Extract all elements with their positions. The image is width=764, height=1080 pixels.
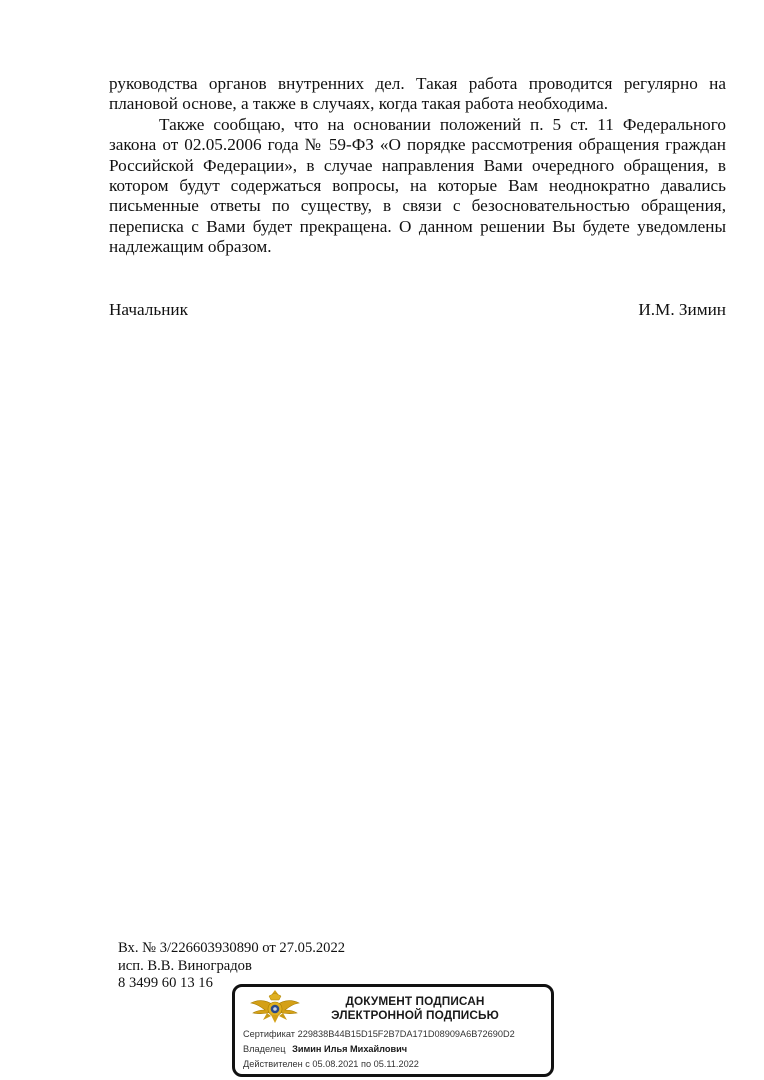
signer-position: Начальник xyxy=(109,300,188,319)
paragraph-1: руководства органов внутренних дел. Такая работа проводится регулярно на плановой основе, а также в случаях, когда такая работа необходима. xyxy=(109,74,726,114)
stamp-title-line-1: ДОКУМЕНТ ПОДПИСАН xyxy=(345,994,485,1008)
certificate-value: 229838B44B15D15F2B7DA171D08909A6B72690D2 xyxy=(297,1029,515,1039)
paragraph-2: Также сообщаю, что на основании положений п. 5 ст. 11 Федерального закона от 02.05.2006 года № 59-ФЗ «О порядке рассмотрения обращения граждан Российской Федерации», в случае направления Вами очередного обращения, в котором будут содержаться вопросы, на которые Вам неоднократно давались письменные ответы по существу, в связи с безосновательностью обращения, переписка с Вами будет прекращена. О данном решении Вы будете уведомлены надлежащим образом. xyxy=(109,114,726,257)
owner-line xyxy=(243,1044,407,1055)
stamp-title xyxy=(295,994,535,1022)
signature-block xyxy=(109,300,726,320)
stamp-title-line-2: ЭЛЕКТРОННОЙ ПОДПИСЬЮ xyxy=(331,1008,499,1022)
phone-number: 8 3499 60 13 16 xyxy=(118,975,213,991)
electronic-signature-stamp xyxy=(232,984,554,1077)
owner-value: Зимин Илья Михайлович xyxy=(292,1044,408,1054)
certificate-line xyxy=(243,1029,515,1040)
validity-line: Действителен с 05.08.2021 по 05.11.2022 xyxy=(243,1059,419,1069)
signer-name: И.М. Зимин xyxy=(638,300,726,319)
executor: исп. В.В. Виноградов xyxy=(118,957,252,974)
certificate-label: Сертификат xyxy=(243,1029,296,1039)
mvd-emblem-icon xyxy=(249,990,301,1024)
owner-label: Владелец xyxy=(243,1044,286,1054)
letter-body xyxy=(109,74,726,258)
incoming-reference: Вх. № 3/226603930890 от 27.05.2022 xyxy=(118,940,346,956)
